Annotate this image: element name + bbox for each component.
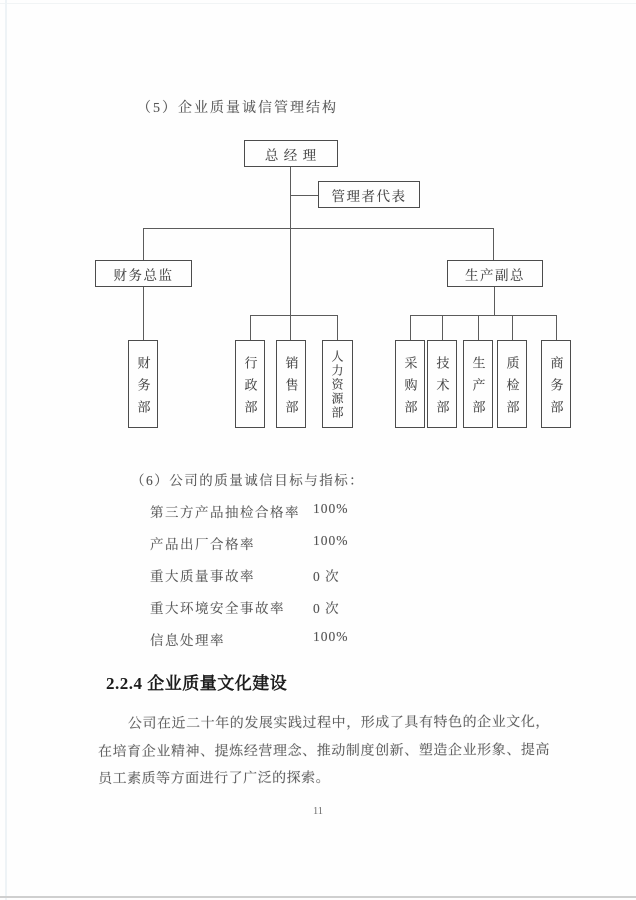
scan-edge-left <box>5 0 7 900</box>
goal-row <box>150 629 450 661</box>
scan-edge-top <box>0 3 636 4</box>
connector-line <box>143 287 144 340</box>
goal-value: 100% <box>313 501 349 516</box>
page-number: 11 <box>312 806 324 817</box>
goal-label: 重大质量事故率 <box>150 569 255 584</box>
org-box-label: 行政部 <box>242 355 258 422</box>
org-box-production-vp <box>447 260 543 287</box>
section5-title: （5）企业质量诚信管理结构 <box>137 101 338 116</box>
goal-row <box>150 501 450 533</box>
goal-label: 第三方产品抽检合格率 <box>150 505 300 520</box>
org-box-management-rep <box>318 181 420 208</box>
goal-value: 0 次 <box>313 569 340 584</box>
connector-line <box>442 315 443 340</box>
connector-line <box>143 228 493 229</box>
connector-line <box>250 315 337 316</box>
org-box-dept-admin <box>235 340 265 428</box>
org-box-label: 生产副总 <box>465 267 525 283</box>
org-box-dept-purchasing <box>395 340 425 428</box>
connector-line <box>410 315 556 316</box>
body-paragraph: 公司在近二十年的发展实践过程中，形成了具有特色的企业文化，在培育企业精神、提炼经营理念、推动制度创新、塑造企业形象、提高员工素质等方面进行了广泛的探索。 <box>97 715 551 787</box>
goal-label: 信息处理率 <box>150 633 225 648</box>
goal-row <box>150 533 450 565</box>
org-box-label: 技术部 <box>434 355 450 422</box>
scan-edge-bottom <box>0 896 636 898</box>
org-box-general-manager <box>244 140 338 167</box>
org-box-finance-director <box>95 260 192 287</box>
connector-line <box>250 315 251 340</box>
connector-line <box>512 315 513 340</box>
goal-label: 产品出厂合格率 <box>150 537 255 552</box>
section6-title: （6）公司的质量诚信目标与指标： <box>131 473 365 488</box>
org-box-dept-production <box>463 340 493 428</box>
org-box-label: 人力资源部 <box>330 350 344 420</box>
org-box-label: 财务部 <box>135 355 151 422</box>
section-224-heading: 2.2.4 企业质量文化建设 <box>106 674 288 693</box>
connector-line <box>556 315 557 340</box>
org-box-label: 质检部 <box>504 355 520 422</box>
goal-row <box>150 565 450 597</box>
org-box-dept-quality <box>497 340 527 428</box>
org-box-label: 商务部 <box>548 355 564 422</box>
goal-value: 0 次 <box>313 601 340 616</box>
org-box-label: 生产部 <box>470 355 486 422</box>
connector-line <box>143 228 144 260</box>
connector-line <box>494 287 495 315</box>
connector-line <box>290 195 318 196</box>
org-box-dept-sales <box>276 340 306 428</box>
goal-label: 重大环境安全事故率 <box>150 601 285 616</box>
org-box-label: 销售部 <box>283 355 299 422</box>
org-box-dept-finance <box>128 340 158 428</box>
connector-line <box>493 228 494 260</box>
org-box-dept-technology <box>427 340 457 428</box>
goal-value: 100% <box>313 533 349 548</box>
connector-line <box>410 315 411 340</box>
connector-line <box>478 315 479 340</box>
goal-list <box>150 501 450 661</box>
goal-value: 100% <box>313 629 349 644</box>
org-box-dept-hr <box>322 340 353 428</box>
org-box-label: 采购部 <box>402 355 418 422</box>
goal-row <box>150 597 450 629</box>
org-box-label: 财务总监 <box>113 267 174 283</box>
org-box-dept-commerce <box>541 340 571 428</box>
org-box-label: 管理者代表 <box>331 188 407 204</box>
connector-line <box>337 315 338 340</box>
org-box-label: 总 经 理 <box>264 147 318 163</box>
